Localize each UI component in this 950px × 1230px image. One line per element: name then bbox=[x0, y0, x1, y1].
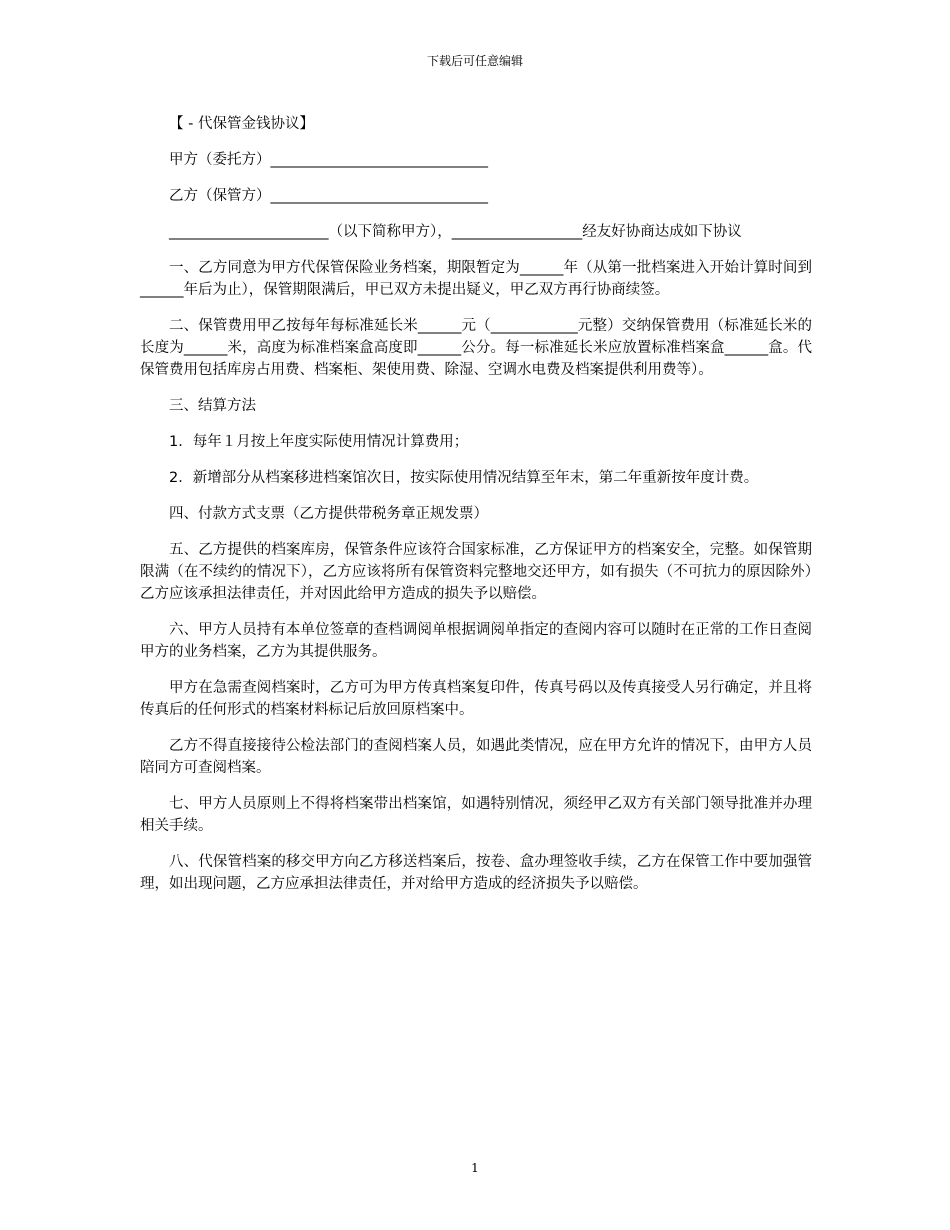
clause-3-item-2: 2．新增部分从档案移进档案馆次日，按实际使用情况结算至年末，第二年重新按年度计费。 bbox=[169, 470, 759, 486]
clause-8: 八、代保管档案的移交甲方向乙方移送档案后，按卷、盒办理签收手续，乙方在保管工作中要加强管理，如出现问题，乙方应承担法律责任，并对给甲方造成的经济损失予以赔偿。 bbox=[140, 854, 812, 892]
clause-3-heading: 三、结算方法 bbox=[169, 398, 256, 414]
clause-7: 七、甲方人员原则上不得将档案带出档案馆，如遇特别情况，须经甲乙双方有关部门领导批准并办理相关手续。 bbox=[140, 796, 812, 834]
clause-3-item-1: 1．每年１月按上年度实际使用情况计算费用； bbox=[169, 434, 469, 450]
clause-2: 二、保管费用甲乙按每年每标准延长米______元（____________元整）交纳保管费用（标准延长米的长度为______米，高度为标准档案盒高度即______公分。每一标准延长米应放置标准档案盒______盒。代保管费用包括库房占用费、档案柜、架使用费、除湿、空调水电费及档案提供利用费等）。 bbox=[140, 318, 812, 378]
intro-paragraph: ______________________（以下简称甲方），__________________经友好协商达成如下协议 bbox=[169, 224, 742, 240]
clause-6-sub-2: 乙方不得直接接待公检法部门的查阅档案人员，如遇此类情况，应在甲方允许的情况下，由甲方人员陪同方可查阅档案。 bbox=[140, 738, 812, 776]
clause-4: 四、付款方式支票（乙方提供带税务章正规发票） bbox=[169, 506, 488, 522]
page-number: 1 bbox=[471, 1161, 479, 1175]
page-header: 下载后可任意编辑 bbox=[426, 54, 523, 68]
clause-6-sub-1: 甲方在急需查阅档案时，乙方可为甲方传真档案复印件，传真号码以及传真接受人另行确定，并且将传真后的任何形式的档案材料标记后放回原档案中。 bbox=[140, 680, 812, 718]
document-body bbox=[140, 113, 812, 909]
clause-1: 一、乙方同意为甲方代保管保险业务档案，期限暂定为______年（从第一批档案进入开始计算时间到______年后为止），保管期限满后，甲已双方未提出疑义，甲乙双方再行协商续签。 bbox=[140, 260, 812, 298]
clause-6: 六、甲方人员持有本单位签章的查档调阅单根据调阅单指定的查阅内容可以随时在正常的工作日查阅甲方的业务档案，乙方为其提供服务。 bbox=[140, 622, 812, 660]
clause-5: 五、乙方提供的档案库房，保管条件应该符合国家标准，乙方保证甲方的档案安全，完整。如保管期限满（在不续约的情况下），乙方应该将所有保管资料完整地交还甲方，如有损失（不可抗力的原因除外）乙方应该承担法律责任，并对因此给甲方造成的损失予以赔偿。 bbox=[140, 542, 812, 602]
document-title: 【 - 代保管金钱协议】 bbox=[169, 116, 314, 132]
party-b-line: 乙方（保管方）______________________________ bbox=[169, 188, 488, 204]
party-a-line: 甲方（委托方）______________________________ bbox=[169, 152, 488, 168]
